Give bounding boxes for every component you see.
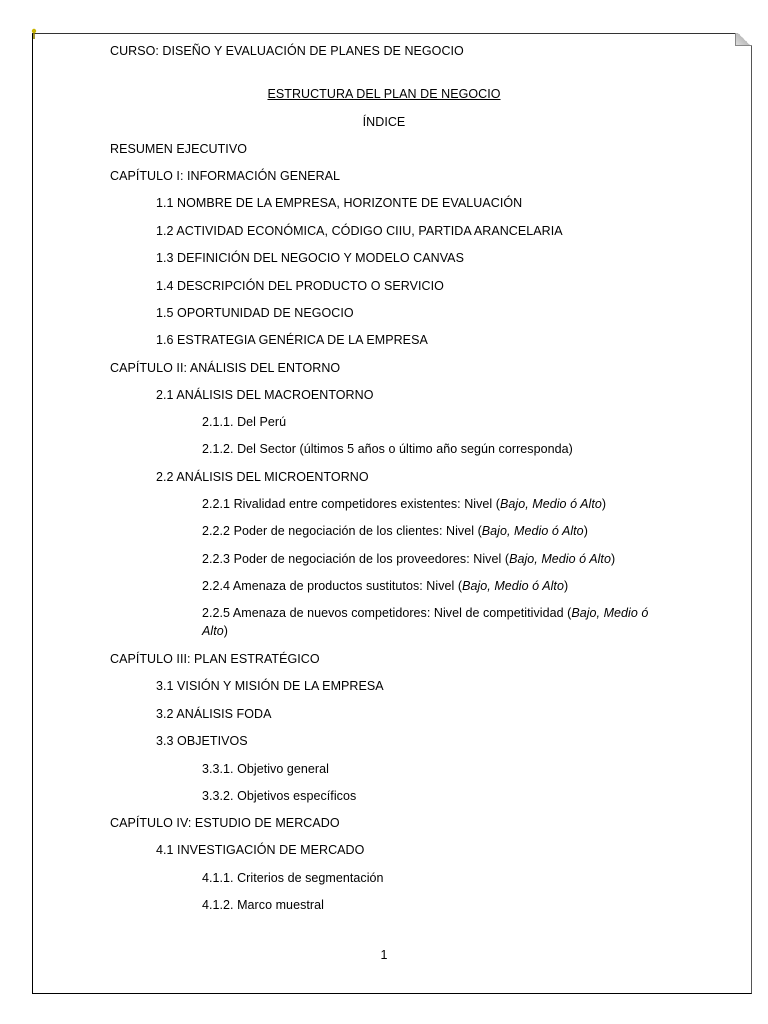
toc-chapter-3: CAPÍTULO III: PLAN ESTRATÉGICO bbox=[110, 652, 320, 666]
level-options: Bajo, Medio ó Alto bbox=[202, 606, 649, 638]
level-options: Bajo, Medio ó Alto bbox=[462, 579, 564, 593]
toc-entry-1-3: 1.3 DEFINICIÓN DEL NEGOCIO Y MODELO CANVAS bbox=[156, 251, 464, 265]
page-number: 1 bbox=[380, 948, 388, 962]
toc-entry-4-1-2: 4.1.2. Marco muestral bbox=[202, 898, 324, 912]
toc-entry-1-2: 1.2 ACTIVIDAD ECONÓMICA, CÓDIGO CIIU, PARTIDA ARANCELARIA bbox=[156, 224, 563, 238]
toc-chapter-4: CAPÍTULO IV: ESTUDIO DE MERCADO bbox=[110, 816, 340, 830]
toc-entry-2-2-5: 2.2.5 Amenaza de nuevos competidores: Nivel de competitividad (Bajo, Medio ó Alto) bbox=[202, 606, 649, 638]
toc-entry-2-2-4: 2.2.4 Amenaza de productos sustitutos: Nivel (Bajo, Medio ó Alto) bbox=[202, 579, 569, 593]
toc-entry-3-3-2: 3.3.2. Objetivos específicos bbox=[202, 789, 357, 803]
toc-entry-1-4: 1.4 DESCRIPCIÓN DEL PRODUCTO O SERVICIO bbox=[156, 279, 444, 293]
toc-entry-1-1: 1.1 NOMBRE DE LA EMPRESA, HORIZONTE DE EVALUACIÓN bbox=[156, 196, 523, 210]
toc-entry-4-1: 4.1 INVESTIGACIÓN DE MERCADO bbox=[156, 843, 365, 857]
level-options: Bajo, Medio ó Alto bbox=[481, 524, 584, 538]
toc-entry-3-2: 3.2 ANÁLISIS FODA bbox=[156, 707, 272, 721]
page-fold-corner bbox=[735, 33, 752, 46]
toc-entry-1-5: 1.5 OPORTUNIDAD DE NEGOCIO bbox=[156, 306, 354, 320]
toc-entry-4-1-1: 4.1.1. Criterios de segmentación bbox=[202, 871, 384, 885]
document-title: ESTRUCTURA DEL PLAN DE NEGOCIO bbox=[267, 87, 501, 101]
toc-entry-1-6: 1.6 ESTRATEGIA GENÉRICA DE LA EMPRESA bbox=[156, 333, 428, 347]
toc-chapter-1: CAPÍTULO I: INFORMACIÓN GENERAL bbox=[110, 169, 341, 183]
toc-entry-2-2-2: 2.2.2 Poder de negociación de los clientes: Nivel (Bajo, Medio ó Alto) bbox=[202, 524, 588, 538]
level-options: Bajo, Medio ó Alto bbox=[509, 552, 611, 566]
level-options: Bajo, Medio ó Alto bbox=[499, 497, 602, 511]
toc-entry-2-1: 2.1 ANÁLISIS DEL MACROENTORNO bbox=[156, 388, 374, 402]
toc-entry-3-3: 3.3 OBJETIVOS bbox=[156, 734, 248, 748]
toc-entry-resumen: RESUMEN EJECUTIVO bbox=[110, 142, 247, 156]
toc-entry-3-3-1: 3.3.1. Objetivo general bbox=[202, 762, 329, 776]
index-heading: ÍNDICE bbox=[362, 115, 406, 129]
toc-entry-3-1: 3.1 VISIÓN Y MISIÓN DE LA EMPRESA bbox=[156, 679, 384, 693]
anchor-icon bbox=[30, 28, 38, 40]
toc-entry-2-2-1: 2.2.1 Rivalidad entre competidores existentes: Nivel (Bajo, Medio ó Alto) bbox=[202, 497, 607, 511]
toc-entry-2-1-2: 2.1.2. Del Sector (últimos 5 años o último año según corresponda) bbox=[202, 442, 573, 456]
toc-entry-2-2-3: 2.2.3 Poder de negociación de los proveedores: Nivel (Bajo, Medio ó Alto) bbox=[202, 552, 616, 566]
toc-entry-2-2: 2.2 ANÁLISIS DEL MICROENTORNO bbox=[156, 470, 369, 484]
course-title: CURSO: DISEÑO Y EVALUACIÓN DE PLANES DE NEGOCIO bbox=[110, 44, 464, 58]
toc-chapter-2: CAPÍTULO II: ANÁLISIS DEL ENTORNO bbox=[110, 361, 341, 375]
toc-entry-2-1-1: 2.1.1. Del Perú bbox=[202, 415, 287, 429]
